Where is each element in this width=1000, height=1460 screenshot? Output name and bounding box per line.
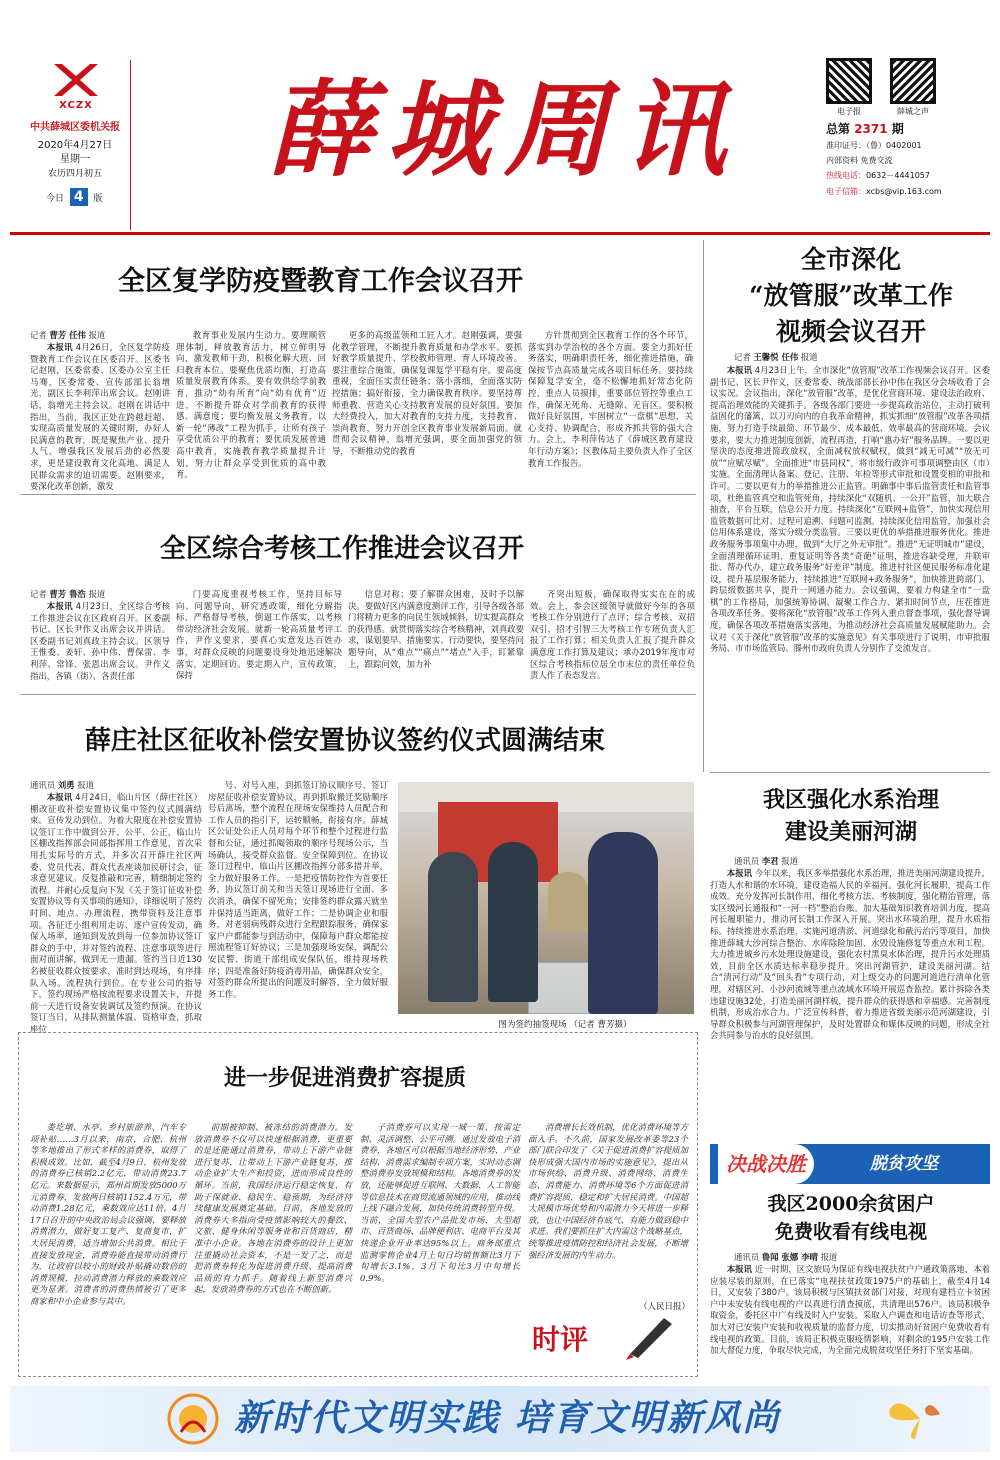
masthead-date: 2020年4月27日 — [37, 140, 113, 151]
lead-label: 本报讯 — [46, 792, 73, 802]
issue-prefix: 总第 — [826, 122, 851, 136]
byline-names: 曹芳 任伟 — [49, 330, 86, 340]
a6-body — [710, 868, 990, 1133]
byline-tail: 报道 — [88, 589, 106, 599]
a3-col-1 — [30, 601, 170, 685]
a5-source: （人民日报） — [638, 1302, 690, 1312]
a7-body-text: 近一时期，区文旅局为保证有线电视扶贫户户通政策落地，本着应装尽装的原则，在已落实“电视扶贫政策1975户的基础上，截至4月14日，又安装了380户。该局积极与区镇扶贫部门对接，对现有建档立卡贫困户中未安装有线电视的户以真进行清查摸底，共清理出576户。该局积极争取资金，委托区中广有线及时入户安装。采取入户调查和电话访查等形式，加大对已安装户安装和收视质量的监督力度，切实推动好贫困户免费收看有线电视的政策。目前，该局正积极克服疫情影响，对剩余的195户安装工作加大督促力度，争取尽快完成，为全面完成脱贫攻坚任务打下坚实基础。 — [710, 1264, 991, 1356]
a5-col-4 — [528, 1122, 688, 1298]
byline-label: 通讯员 — [734, 856, 760, 866]
lead-label: 本报讯 — [726, 1264, 753, 1274]
a5-col-3 — [360, 1122, 520, 1368]
a7-title-line2: 免费收看有线电视 — [774, 1221, 927, 1243]
photo-person-1 — [428, 852, 478, 1002]
byline-names: 鲁闻 张娜 李晴 — [761, 1252, 818, 1262]
lead-label: 本报讯 — [46, 601, 73, 611]
butterfly-icon — [870, 1394, 970, 1444]
a5-title: 进一步促进消费扩容提质 — [224, 1065, 467, 1091]
issue-number: 2371 — [854, 122, 888, 136]
qr1-label: 电子报 — [837, 107, 861, 116]
photo-person-2 — [488, 842, 538, 1002]
hotline — [826, 170, 986, 182]
a4-col-2 — [208, 780, 388, 1022]
a4-title: 薛庄社区征收补偿安置协议签约仪式圆满结束 — [85, 726, 606, 756]
section-divider — [20, 494, 696, 495]
a2-byline — [734, 352, 990, 364]
photo-caption-credit: （记者 曹芳摄） — [569, 1020, 632, 1030]
a5-col2-text: 前期被抑制、被冻结的消费潜力。发放消费券不仅可以快速根据消费，更重要的是还能通过消费券，带动上下游产业链进行复苏，让带动上下游产业链复苏，推动企业扩大生产和投资，进而形成良性的循环。当前，我国经济运行稳定恢复，有助于保就业、稳民生、稳预期，为经济持续健康发展奠定基础。目前，各地发放的消费券大多指向受疫情影响较大的餐饮、文旅、健身休闲等服务业和百货商店，精准中小企业。各地在消费券的设计上更加注重撬动社会资本，不是一发了之，而是把消费券转化为促进消费升级、提高消费品质的有力抓手。随着线上新型消费兴起，发放消费券的方式也在不断创新。 — [194, 1122, 352, 1295]
internal-note: 内部资料 免费交流 — [826, 156, 893, 165]
a1-byline — [30, 330, 170, 342]
a3-col2-text: 门要高度重视考核工作，坚持目标导向、问题导向，研究透政策，细化分解指标，严格督导考核，倒逼工作落实，以考核带动经济社会发展。就新一轮高质量考评工作，尹作义要求，要真心实意发达百姓办事，对群众反映的问题要设身处地迅速解决落实，定期回访。要定期入户，宣传政策，保持 — [176, 589, 342, 681]
a2-title-line1: 全市深化 — [800, 245, 901, 274]
a6-title-line1: 我区强化水系治理 — [762, 787, 939, 813]
a6-byline — [734, 856, 990, 868]
banner-left: 决战决胜 — [718, 1144, 814, 1184]
a2-title-line3: 视频会议召开 — [775, 317, 926, 346]
a7-byline — [734, 1252, 990, 1264]
a4-col1-text: 4月24日，临山片区（薛庄社区）棚改征收补偿安置协议集中签约仪式圆满结束。宣传发动到位。为着大限度在补偿安置协议签订工作中做到公开、公平、公正，临山片区棚改指挥部会同部指挥用工作意见，首次采用扎实际号的方式，并多次召开薛庄社区两委、党员代表、群众代表座谈加民研讨会，征求意见建议。反复推敲和完善，精细制定签约流程。并耐心反复向下发《关于签订征收补偿安置协议等有关事项的通知》，详细说明了签约时间、地点、办理流程，携带资料及注意事项。各征迁小组利用走访、逐户宣传发动，确保入场率，通知到发放到每一位参加协议签订群众的手中，并对签约流程、注意事项等进行面对面讲解，做到无一遗漏。签约当日近130名被征收群众按要求，准时到达现场，有序排队入场。流程执行到位。在专业公司的指导下，签约现场严格按流程要求设置关卡，并提前一天进行设备安装调试及签约预演。在协议签订当日，从排队测量体温、资格审查，抓取座位 — [30, 792, 203, 1034]
byline-label: 通讯员 — [734, 1252, 760, 1262]
logo-text: XCZX — [59, 100, 93, 111]
masthead-pages — [46, 188, 126, 208]
a1-col4-text: 方针贯彻到全区教育工作的各个环节，落实到办学治校的各个方面。要全力抓好任务落实，明确职责任务，细化推进措施，确保按节点高质量完成各项目标任务。要持续保障复学安全，毫不松懈地抓好常态化防控，重点人员摸排，重要部位管控等重点工作，确保无死角、无缝隙、无盲区。要积极做好良好氛围，牢固树立“一盘棋”思想，关心支持、协调配合，形成齐抓共管的强大合力。会上，李利萍传达了《薛城区教育建设年行动方案》；区教体局主要负责人作了全区教育工作报告。 — [528, 330, 693, 468]
column-divider — [703, 240, 704, 772]
byline-tail: 报道 — [800, 352, 818, 362]
pages-suffix: 版 — [93, 194, 103, 204]
masthead-org: 中共薛城区委机关报 — [30, 122, 120, 133]
masthead-divider — [130, 60, 131, 230]
photo-person-4 — [548, 872, 588, 932]
byline-label: 记者 — [734, 352, 751, 362]
masthead-weekday: 星期一 — [60, 154, 90, 165]
a2-title-line2: “放管服”改革工作 — [749, 281, 953, 310]
section-divider-2 — [20, 694, 696, 695]
a7-title-line1: 我区2000余贫困户 — [767, 1193, 935, 1215]
hotline-label: 热线电话： — [826, 171, 866, 180]
a6-title-line2: 建设美丽河湖 — [784, 819, 917, 845]
photo-caption — [440, 1018, 690, 1030]
lead-label: 本报讯 — [726, 868, 753, 878]
a2-body-text: 4月23日上午，全市深化“放管服”改革工作视频会议召开。区委副书记、区长尹作义，区委常委、统战部部长孙中伟在我区分会场收看了会议实况。会议指出，深化“放管服”改革，是优化营商环境、建设法治政府、提高治理效能的关键抓手。各级各部门要进一步提高政治站位，主动打破利益固化的藩篱，以刀刃向内的自我革命精神，抓实抓细“放管服”改革各项措施，努力打造手续最简、环节最少、成本最低、效率最高的营商环境。会议要求，要大力推进制度创新，流程再造，打响“惠办好”服务品牌。一要以更坚决的态度推进简政放权，全面减权放权赋权，做到“减无可减”“放无可放”“应赋尽赋”。全面推进“市县同权”，将市级行政许可事项调整由区（市）实施。全面清理认备案、登记、注册、年检等形式审批和设置变相的审批和许可。二要以更有力的举措推进公正监管。明确事中事后监管责任和监管事项，杜绝监管真空和监管死角，持续深化“双随机、一公开”监管，加大联合抽查，平台互联，信息公开力度。持续深化“互联网+监管”，加快实现信用监管数据可比对、过程可追溯、问题可监测。持续深化信用监管，加强社会信用体系建设，落实分级分类监管。三要以更优的举措推进服务优化。推进政务服务事项集中办理，做到“大厅之外无审批”。推进“无证明城市”建设，全面清理循环证明、重复证明等各类“奇葩”证明，推进容缺受理，并联审批、帮办代办，建立政务服务“好差评”制度。推进村社区便民服务标准化建设，提升基层服务能力，持续推进“互联网+政务服务”，加快推进跨部门、跨层级数据共享，提升一网通办能力。会议强调，要着力构建全市“一盘棋”的工作格局，加强统筹协调、凝聚工作合力、紧扣时间节点，压茬推进各项改革任务。要将深化“放管服”改革工作列入重点督查事项，强化督导调度，确保各项改革措施落实落地，为推动经济社会高质量发展赋能助力。会议对《关于深化“放管服”改革的实施意见》有关事项进行了说明，市审批服务局、市市场监管局、滕州市政府负责人分别作了交流发言。 — [710, 365, 991, 654]
lead-label: 本报讯 — [46, 342, 73, 352]
a3-col-2 — [176, 589, 342, 685]
byline-tail: 报道 — [820, 1252, 838, 1262]
hotline-value: 0632－4441057 — [866, 171, 930, 180]
issue-suffix: 期 — [891, 122, 904, 136]
a4-col-1 — [30, 792, 203, 1034]
footer-slogan: 新时代文明实践 培育文明新风尚 — [234, 1398, 781, 1439]
a3-col4-text: 齐突出短板，确保取得实实在在的成效。会上，参会区级领导就做好今年的各项考核工作分别进行了点评；综合考核、双招双引、招才引智三大考核工作专班负责人汇报了工作打算；相关负责人汇报了提升群众满意度工作打算及建议；承办2019年度市对区综合考核指标位居全市末位的责任单位负责人作了表态发言。 — [530, 589, 695, 681]
a1-col-3 — [332, 330, 522, 487]
banner-right: 脱贫攻坚 — [870, 1154, 938, 1174]
byline-names: 李君 — [761, 856, 779, 866]
masthead-rule — [10, 232, 990, 235]
a3-byline — [30, 589, 170, 601]
a7-title — [712, 1190, 990, 1246]
a3-col-3 — [348, 589, 524, 685]
byline-tail: 报道 — [781, 856, 798, 866]
byline-tail: 报道 — [88, 330, 106, 340]
byline-tail: 报道 — [77, 780, 94, 790]
a5-col-2 — [194, 1122, 352, 1368]
poverty-banner — [710, 1144, 990, 1184]
a2-title — [712, 242, 990, 350]
a5-col1-text: 娄圪墩、水亭、乡村旅游养、汽车专项补贴……3月以来，南京、合肥、杭州等多地推出了形式多样的消费券，取得了积极成效。比如，截至4月9日，杭州发放的消费券已核销2.2亿元，带动消费23.7亿元。来数据显示，郑州首期发放5000万元消费券，发放两日核销1152.4万元，带动消费1.28亿元，乘数效应达11倍。4月17日召开的中央政治局会议强调，要释放消费潜力，做好复工复产、复商复市，扩大居民消费，适当增加公共消费。相比于直接发放现金，消费券能直接带动消费行为，让政府以较小的财政补贴撬动数倍的消费规模，拉动消费潜力释放的乘数效应更为显著。消费者的消费热情被引了更多商家和中小企业参与其中。 — [30, 1122, 186, 1306]
a2-body — [710, 365, 990, 765]
a1-col-1 — [30, 342, 170, 492]
masthead-left — [20, 60, 130, 230]
a3-title: 全区综合考核工作推进会议召开 — [160, 534, 525, 564]
pages-prefix: 今日 — [46, 194, 65, 204]
email — [826, 186, 996, 198]
a3-col-4 — [530, 589, 695, 685]
footer-banner — [10, 1386, 990, 1452]
a5-col4-text: 消费增长长效机制，优化消费环境等方面入手。不久前，国家发展改革委等23个部门联合印发了《关于促进消费扩容提质加快形成强大国内市场的实施意见》，提出从市场供给、消费升级、消费网络、消费生态、消费能力、消费环境等6个方面促进消费扩容提质，稳定和扩大居民消费。中国超大规模市场优势和内需潜力今天将进一步释放，也让中国经济有底气、有能力做到稳中求进。我们要抓住扩大内需这个战略基点，统筹推进疫情防控和经济社会发展，不断增强经济发展的内生动力。 — [528, 1122, 688, 1260]
a3-col1-text: 4月23日，全区综合考核工作推进会议在区政府召开。区委副书记、区长尹作义出席会议并讲话。区委副书记刘真政主持会议。区领导王惟委、姜轩、孙中伟、曹保雷、李利萍、常锋、张恩出席会议。尹作义指出，各镇（街）、各责任部 — [30, 601, 170, 681]
masthead-title: 薛城周讯 — [268, 68, 741, 191]
photo-person-3 — [588, 832, 658, 1014]
a5-col3-text: 子消费券可以实现一城一策、按需定制、灵活调整、公平可溯。通过发放电子消费券，各地区可以根据当地经济形势、产业结构、消费需求编制专项方案，实时动态调整消费券发放规模和结构。各地消费券的发放，还能够促进互联网、大数据、人工智能等信息技术在商贸流通领域的应用，推动线上线下融合发展，加快传统消费转型升级。当前，全国大型农产品批发市场、大型超市、百货商场、品牌便利店、电商平台及其快递企业开业率达95%以上。商务部重点监测零售企业4月上旬日均销售额比3月下旬增长3.1%，3月下旬比3月中旬增长0.9%。 — [360, 1122, 520, 1283]
qr-code-icon — [826, 58, 872, 104]
a1-col-4 — [528, 330, 693, 487]
a1-col2-text: 教育事业发展内生动力。要理顺管理体制，释放教育活力，树立鲜明导向，激发教师干劲，积极化解大班、回归教育本位。要聚焦优质均衡，打造高质量发展教育体系。要有效供给学前教育，推动“幼有所育”向“幼有优育”迈进，不断提升群众对学前教育的获得感、满意度；要均衡发展义务教育，以新一轮“薄改”工程为抓手，让所有孩子享受优质公平的教育；要优质发展普通高中教育，实施教育教学质量提升计划，努力让群众享受到优质的高中教育。 — [176, 330, 326, 480]
byline-names: 刘勇 — [57, 780, 75, 790]
a1-col1-text: 4月26日，全区复学防疫暨教育工作会议在区委召开。区委书记赵刚，区委常委、区委办公室主任马骞，区委常委、宣传部部长翁增光，副区长李利萍出席会议。赵刚讲话，翁增光主持会议。赵刚在讲话中指出，当前，我区正处在跨越赶超、实现高质量发展的关键时期，办好人民满意的教育，既是聚焦产业、提升人气，增强我区发展后劲的必然要求，更是建设教育文化高地、满足人民群众需求的迫切需要。赵刚要求，要深化改革创新，激发 — [30, 342, 170, 492]
a4-byline — [30, 780, 200, 792]
right-divider — [710, 772, 990, 773]
pages-count: 4 — [70, 188, 88, 206]
byline-label: 记者 — [30, 330, 47, 340]
qr-code-icon-2 — [890, 58, 936, 104]
a6-body-text: 今年以来，我区多举措强化水系治理，推进美丽河湖建设提升，打造人水和谐的水环境，建设造福人民的幸福河。强化河长履职，提高工作成效。充分发挥河长制作用，细化考核方法、考核制度，强化精治管理，落实区级河长通报和“一河一档”整治台账。加大基础知识教育培训力度，提高河长履职能力，推动河长制工作深入开展。突出水环境治理，提升水质指标。持续推进水系治理，实施河道清淤、河道绿化和截污治污等项目，加快推进薛城大沙河综合整治、水库除险加固、水毁设施修复等重点水利工程。大力推进城乡污水处理设施建设，强化农村黑臭水体治理，提升污水处理质效，目前全区水质达标率稳步提升。突出河湖管护，建设美丽河湖。结合“清河行动”及“回头看”专项行动，对上级交办的问题河道进行清单化管理，对辖区河、小沙河流域等重点流域水环境开展巡查监控。累计拆除各类违建设施32处，打造美丽河湖样板，提升群众的获得感和幸福感。完善制度机制，形成治水合力。广泛宣传科普，着力推进省级美丽示范河湖建设，引导群众积极参与河湖管理保护，及时处置群众和媒体反映的问题，形成全社会共同参与治水的良好氛围。 — [710, 868, 991, 1041]
a1-title: 全区复学防疫暨教育工作会议召开 — [118, 266, 523, 297]
pen-icon — [620, 1310, 680, 1360]
lead-label: 本报讯 — [726, 365, 753, 375]
byline-label: 通讯员 — [30, 780, 56, 790]
a1-col-2 — [176, 330, 326, 487]
byline-names: 王馨悦 任伟 — [753, 352, 799, 362]
email-value: xcbs@vip.163.com — [866, 187, 942, 196]
a7-body — [710, 1264, 990, 1376]
logo-icon — [48, 60, 104, 100]
issue-number-line — [826, 121, 986, 137]
a5-col-1 — [30, 1122, 186, 1368]
byline-names: 曹芳 鲁浩 — [49, 589, 86, 599]
photo-caption-text: 图为签约抽签现场 — [498, 1020, 567, 1030]
permit: 准印证号：（鲁）0402001 — [826, 141, 922, 150]
news-photo — [398, 782, 694, 1014]
a1-col3-text: 更多的高级蓝领和工匠人才。赵刚强调，要强化教学管理，不断提升教育质量和办学水平。要抓好教学质量提升、学校教师管理、育人环境改善。要注重综合施策，确保复课复学平稳有序。要高度重视，全面压实责任链条；落小落细，全面落实防控措施；搞好衔接，全力确保教育秩序。要坚持尊师重教、营造关心支持教育发展的良好氛围。要加大经费投入，加大对教育的支持力度，支持教育、崇尚教育，努力开创全区教育事业发展新局面。就贯彻会议精神，翁增光强调，要全面加强党的领导，不断推动党的教育 — [332, 330, 522, 456]
civilization-emblem-icon — [166, 1392, 220, 1446]
byline-label: 记者 — [30, 589, 47, 599]
qr2-label: 薛城之声 — [897, 107, 929, 116]
commentary-tag: 时评 — [532, 1323, 589, 1356]
a6-title — [712, 784, 990, 848]
a3-col3-text: 信息对称；要了解群众困难，及时予以解决。要做好区内满意度测评工作，引导各级各部门将精力更多的向民生领域倾斜，切实提高群众的获得感。就贯彻落实综合考核精神，刘真政要求，谋划要早、措施要实、行动要快，要坚持问题导向，从“难点”“痛点”“堵点”入手，盯紧靠上，跟踪问效，加力补 — [348, 589, 524, 669]
a4-col2-text: 号、对号入座，到抓签订协议顺序号、签订房屋征收补偿安置协议，再到抓取搬迁奖励顺序号后离场，整个流程在现场安保维持人员配合和工作人员的指引下，运转顺畅，衔接有序。薛城区公证处公正人员对每个环节和整个过程进行监督和公证，通过抓阄领取的顺序号现场公示，当场确认，接受群众监督。安全保障到位。在协议签订过程中，临山片区棚改指挥分部多措并举，全力做好服务工作。一是把疫情防控作为首要任务，协议签订前关和当天签订现场进行全面、多次消杀，确保不留死角；安排签约群众露天就坐并保持适当距离，做好工作；二是协调企业和服务，对老弱病残群众进行全程跟踪服务，确保家家户户都能参与到活动中，保障每户群众都能按照流程签订好协议；三是加强现场安保，调配公安民警、街道干部组成安保队伍，维持现场秩序；四是准备好防疫消毒用品，确保群众安全，对签约群众所提出的问题及时解答，全力做好服务工作。 — [208, 780, 388, 999]
masthead-lunar: 农历四月初五 — [47, 169, 102, 179]
email-label: 电子信箱： — [826, 187, 866, 196]
